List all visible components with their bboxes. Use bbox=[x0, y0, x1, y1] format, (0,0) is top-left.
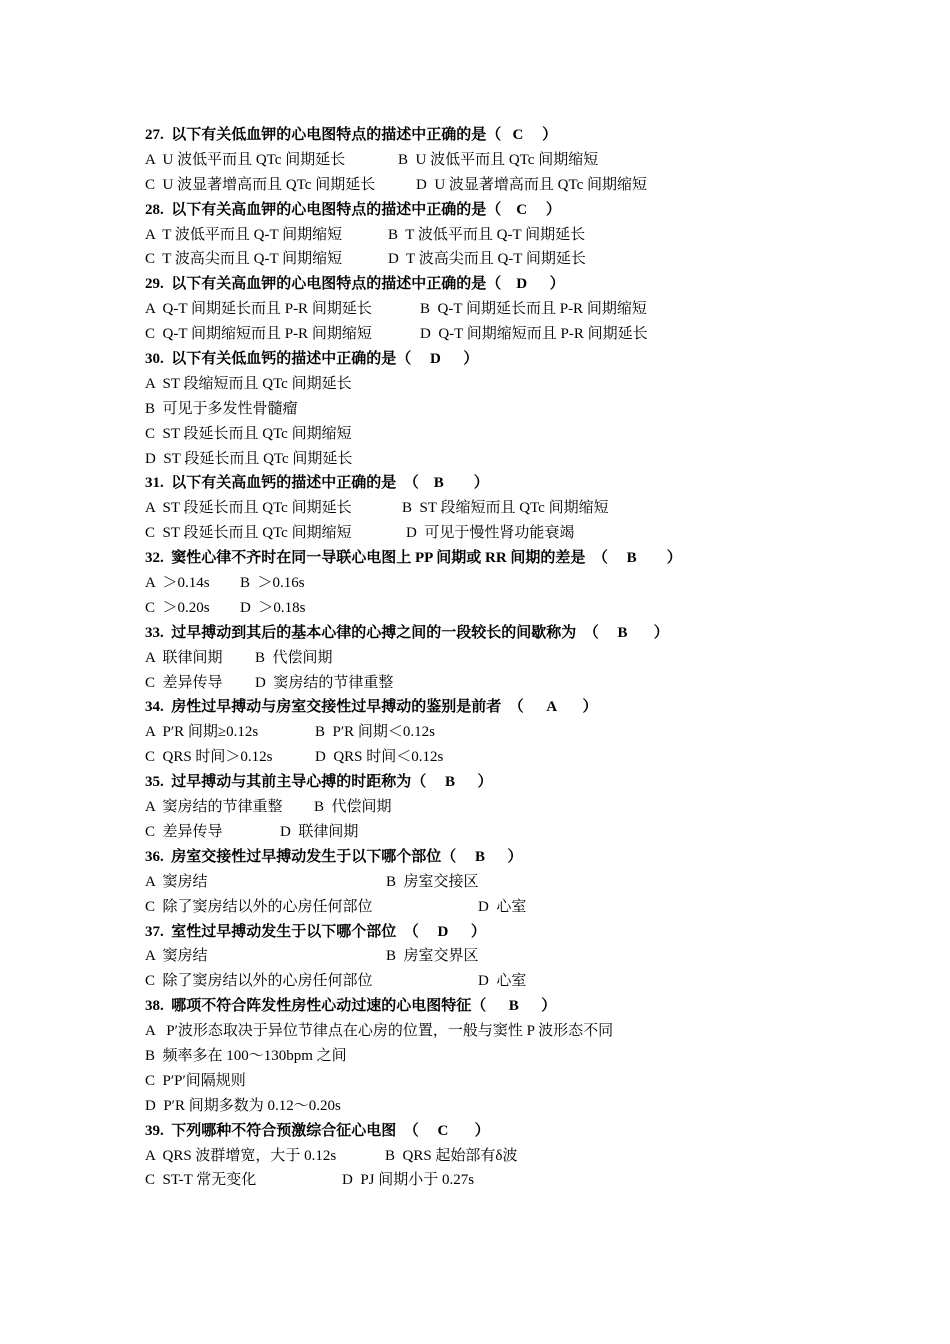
question-stem: 过早搏动到其后的基本心律的心搏之间的一段较长的间歇称为 （ bbox=[171, 624, 599, 641]
option-line bbox=[145, 397, 905, 422]
option-text: A 窦房结的节律重整 bbox=[145, 799, 283, 816]
question-stem: 以下有关高血钾的心电图特点的描述中正确的是（ bbox=[171, 201, 502, 218]
answer-letter: B bbox=[445, 774, 456, 791]
question-number: 30. bbox=[145, 351, 164, 368]
option-text: C P′P′间隔规则 bbox=[145, 1072, 246, 1089]
option-text: C ST 段延长而且 QTc 间期缩短 bbox=[145, 525, 352, 542]
question-stem-line bbox=[145, 546, 905, 571]
question-stem-line bbox=[145, 994, 905, 1019]
option-line bbox=[145, 322, 905, 347]
answer-gap-after bbox=[556, 699, 582, 715]
option-text: D T 波高尖而且 Q-T 间期延长 bbox=[388, 251, 586, 268]
option-text: D ST 段延长而且 QTc 间期延长 bbox=[145, 450, 353, 467]
option-line bbox=[145, 745, 905, 770]
question-stem: 哪项不符合阵发性房性心动过速的心电图特征（ bbox=[171, 998, 487, 1015]
question-39 bbox=[145, 1119, 905, 1194]
option-text: B T 波低平而且 Q-T 间期延长 bbox=[388, 226, 586, 243]
option-text: C ST-T 常无变化 bbox=[145, 1172, 257, 1189]
option-line bbox=[145, 596, 905, 621]
question-stem: 以下有关高血钙的描述中正确的是 （ bbox=[171, 475, 419, 492]
option-text: B U 波低平而且 QTc 间期缩短 bbox=[398, 151, 599, 168]
question-stem-line bbox=[145, 123, 905, 148]
option-line bbox=[145, 297, 905, 322]
option-text: C T 波高尖而且 Q-T 间期缩短 bbox=[145, 251, 343, 268]
option-line bbox=[145, 870, 905, 895]
option-text: D PJ 间期小于 0.27s bbox=[342, 1172, 475, 1189]
question-stem-line bbox=[145, 471, 905, 496]
question-stem: 以下有关高血钾的心电图特点的描述中正确的是（ bbox=[171, 276, 502, 293]
stem-close-paren: ） bbox=[582, 699, 598, 716]
answer-gap-after bbox=[637, 550, 667, 566]
option-text: C 除了窦房结以外的心房任何部位 bbox=[145, 898, 373, 915]
option-text: C ＞0.20s bbox=[145, 599, 210, 616]
question-34 bbox=[145, 695, 905, 770]
option-text: D 可见于慢性肾功能衰竭 bbox=[406, 525, 575, 542]
option-text: B 代偿间期 bbox=[255, 649, 333, 666]
option-line bbox=[145, 1044, 905, 1069]
stem-close-paren: ） bbox=[470, 923, 486, 940]
option-text: D ＞0.18s bbox=[240, 599, 306, 616]
option-text: D P′R 间期多数为 0.12～0.20s bbox=[145, 1097, 341, 1114]
option-text: B 频率多在 100～130bpm 之间 bbox=[145, 1047, 347, 1064]
stem-close-paren: ） bbox=[477, 774, 493, 791]
option-text: A ＞0.14s bbox=[145, 575, 210, 592]
option-text: A Q-T 间期延长而且 P-R 间期延长 bbox=[145, 301, 372, 318]
option-line bbox=[145, 1069, 905, 1094]
option-text: C 差异传导 bbox=[145, 674, 223, 691]
option-line bbox=[145, 372, 905, 397]
question-number: 35. bbox=[145, 774, 164, 791]
question-stem-line bbox=[145, 920, 905, 945]
answer-letter: C bbox=[437, 1122, 449, 1139]
option-line bbox=[145, 720, 905, 745]
answer-gap-before bbox=[524, 699, 547, 715]
answer-letter: A bbox=[546, 699, 557, 716]
option-text: D U 波显著增高而且 QTc 间期缩短 bbox=[416, 176, 648, 193]
option-text: A QRS 波群增宽，大于 0.12s bbox=[145, 1147, 337, 1164]
stem-close-paren: ） bbox=[549, 276, 565, 293]
option-text: D 联律间期 bbox=[280, 823, 359, 840]
option-line bbox=[145, 521, 905, 546]
answer-letter: B bbox=[617, 624, 628, 641]
answer-gap-before bbox=[501, 202, 516, 218]
answer-gap-after bbox=[448, 1123, 474, 1139]
option-line bbox=[145, 496, 905, 521]
question-stem-line bbox=[145, 695, 905, 720]
option-line bbox=[145, 173, 905, 198]
option-text: B 代偿间期 bbox=[314, 799, 392, 816]
question-31 bbox=[145, 471, 905, 546]
question-36 bbox=[145, 845, 905, 920]
question-37 bbox=[145, 920, 905, 995]
option-line bbox=[145, 795, 905, 820]
answer-gap-before bbox=[486, 998, 509, 1014]
document-page bbox=[145, 123, 905, 1193]
option-text: A 窦房结 bbox=[145, 873, 208, 890]
option-line bbox=[145, 1094, 905, 1119]
answer-gap-before bbox=[419, 1123, 438, 1139]
stem-close-paren: ） bbox=[474, 1122, 490, 1139]
answer-gap-before bbox=[456, 849, 475, 865]
option-text: B QRS 起始部有δ波 bbox=[385, 1147, 518, 1164]
option-text: A P′R 间期≥0.12s bbox=[145, 724, 259, 741]
answer-gap-before bbox=[419, 475, 434, 491]
question-number: 39. bbox=[145, 1122, 164, 1139]
question-stem-line bbox=[145, 621, 905, 646]
question-stem: 室性过早搏动发生于以下哪个部位 （ bbox=[171, 923, 419, 940]
stem-close-paren: ） bbox=[666, 550, 682, 567]
answer-gap-after bbox=[455, 774, 478, 790]
option-text: B 房室交接区 bbox=[386, 873, 479, 890]
question-stem-line bbox=[145, 347, 905, 372]
question-number: 29. bbox=[145, 276, 164, 293]
option-line bbox=[145, 895, 905, 920]
option-text: A ST 段延长而且 QTc 间期延长 bbox=[145, 500, 352, 517]
option-line bbox=[145, 422, 905, 447]
answer-letter: D bbox=[430, 351, 441, 368]
option-text: C U 波显著增高而且 QTc 间期延长 bbox=[145, 176, 376, 193]
stem-close-paren: ） bbox=[507, 848, 523, 865]
option-line bbox=[145, 223, 905, 248]
stem-close-paren: ） bbox=[463, 351, 479, 368]
option-text: A T 波低平而且 Q-T 间期缩短 bbox=[145, 226, 343, 243]
answer-gap-before bbox=[599, 625, 618, 641]
question-stem-line bbox=[145, 198, 905, 223]
option-line bbox=[145, 820, 905, 845]
option-text: D 心室 bbox=[478, 898, 527, 915]
question-38 bbox=[145, 994, 905, 1118]
question-stem-line bbox=[145, 770, 905, 795]
question-number: 27. bbox=[145, 127, 164, 143]
option-text: D Q-T 间期缩短而且 P-R 间期延长 bbox=[420, 326, 648, 343]
question-29 bbox=[145, 272, 905, 347]
answer-letter: C bbox=[516, 201, 528, 218]
option-line bbox=[145, 447, 905, 472]
answer-gap-after bbox=[527, 276, 550, 292]
option-text: A U 波低平而且 QTc 间期延长 bbox=[145, 151, 346, 168]
question-stem: 房室交接性过早搏动发生于以下哪个部位（ bbox=[171, 848, 457, 865]
answer-letter: D bbox=[437, 923, 449, 940]
question-stem-line bbox=[145, 845, 905, 870]
answer-gap-before bbox=[501, 276, 516, 292]
option-text: C ST 段延长而且 QTc 间期缩短 bbox=[145, 425, 352, 442]
answer-gap-after bbox=[485, 849, 508, 865]
option-text: D 心室 bbox=[478, 973, 527, 990]
option-line bbox=[145, 671, 905, 696]
question-stem: 以下有关低血钙的描述中正确的是（ bbox=[171, 351, 412, 368]
question-stem: 窦性心律不齐时在同一导联心电图上 PP 间期或 RR 间期的差是 （ bbox=[171, 550, 608, 567]
option-text: A 窦房结 bbox=[145, 948, 208, 965]
answer-gap-before bbox=[608, 550, 627, 566]
question-stem: 以下有关低血钾的心电图特点的描述中正确的是（ bbox=[171, 127, 502, 143]
option-text: B 房室交界区 bbox=[386, 948, 479, 965]
option-text: C 除了窦房结以外的心房任何部位 bbox=[145, 973, 373, 990]
question-number: 34. bbox=[145, 699, 164, 716]
option-text: A ST 段缩短而且 QTc 间期延长 bbox=[145, 375, 352, 392]
answer-gap-after bbox=[519, 998, 542, 1014]
question-stem: 下列哪种不符合预激综合征心电图 （ bbox=[171, 1122, 419, 1139]
option-line bbox=[145, 646, 905, 671]
question-number: 33. bbox=[145, 624, 164, 641]
option-text: B 可见于多发性骨髓瘤 bbox=[145, 400, 298, 417]
option-line bbox=[145, 1019, 905, 1044]
question-27 bbox=[145, 123, 905, 198]
question-stem-line bbox=[145, 1119, 905, 1144]
option-text: D QRS 时间＜0.12s bbox=[315, 749, 444, 766]
stem-close-paren: ） bbox=[542, 127, 558, 143]
option-text: B ＞0.16s bbox=[240, 575, 305, 592]
question-33 bbox=[145, 621, 905, 696]
option-text: B P′R 间期＜0.12s bbox=[315, 724, 435, 741]
question-28 bbox=[145, 198, 905, 273]
answer-letter: D bbox=[516, 276, 528, 293]
option-line bbox=[145, 969, 905, 994]
answer-gap-after bbox=[444, 475, 474, 491]
option-text: A P′波形态取决于异位节律点在心房的位置，一般与窦性 P 波形态不同 bbox=[145, 1023, 614, 1040]
stem-close-paren: ） bbox=[541, 998, 557, 1015]
stem-close-paren: ） bbox=[473, 475, 489, 492]
answer-gap-before bbox=[426, 774, 445, 790]
option-text: C Q-T 间期缩短而且 P-R 间期缩短 bbox=[145, 326, 372, 343]
answer-gap-after bbox=[448, 924, 471, 940]
option-text: B Q-T 间期延长而且 P-R 间期缩短 bbox=[420, 301, 647, 318]
question-stem: 房性过早搏动与房室交接性过早搏动的鉴别是前者 （ bbox=[171, 699, 524, 716]
answer-gap-after bbox=[523, 127, 542, 143]
option-line bbox=[145, 247, 905, 272]
question-number: 38. bbox=[145, 998, 164, 1015]
question-number: 36. bbox=[145, 848, 164, 865]
option-text: C 差异传导 bbox=[145, 823, 223, 840]
stem-close-paren: ） bbox=[545, 201, 561, 218]
answer-letter: B bbox=[508, 998, 519, 1015]
answer-gap-after bbox=[628, 625, 654, 641]
answer-gap-before bbox=[411, 351, 430, 367]
question-number: 28. bbox=[145, 201, 164, 218]
answer-letter: B bbox=[475, 848, 486, 865]
stem-close-paren: ） bbox=[653, 624, 669, 641]
option-line bbox=[145, 1168, 905, 1193]
question-number: 31. bbox=[145, 475, 164, 492]
answer-gap-before bbox=[501, 127, 512, 143]
answer-letter: C bbox=[512, 127, 524, 143]
answer-gap-before bbox=[419, 924, 438, 940]
option-text: D 窦房结的节律重整 bbox=[255, 674, 394, 691]
option-text: B ST 段缩短而且 QTc 间期缩短 bbox=[402, 500, 609, 517]
answer-letter: B bbox=[626, 550, 637, 567]
question-stem: 过早搏动与其前主导心搏的时距称为（ bbox=[171, 774, 427, 791]
option-line bbox=[145, 1144, 905, 1169]
question-30 bbox=[145, 347, 905, 471]
option-line bbox=[145, 944, 905, 969]
question-stem-line bbox=[145, 272, 905, 297]
answer-gap-after bbox=[527, 202, 546, 218]
question-number: 32. bbox=[145, 550, 164, 567]
question-number: 37. bbox=[145, 923, 164, 940]
option-text: A 联律间期 bbox=[145, 649, 223, 666]
question-32 bbox=[145, 546, 905, 621]
option-line bbox=[145, 148, 905, 173]
option-text: C QRS 时间＞0.12s bbox=[145, 749, 273, 766]
answer-gap-after bbox=[441, 351, 464, 367]
option-line bbox=[145, 571, 905, 596]
answer-letter: B bbox=[433, 475, 444, 492]
question-35 bbox=[145, 770, 905, 845]
